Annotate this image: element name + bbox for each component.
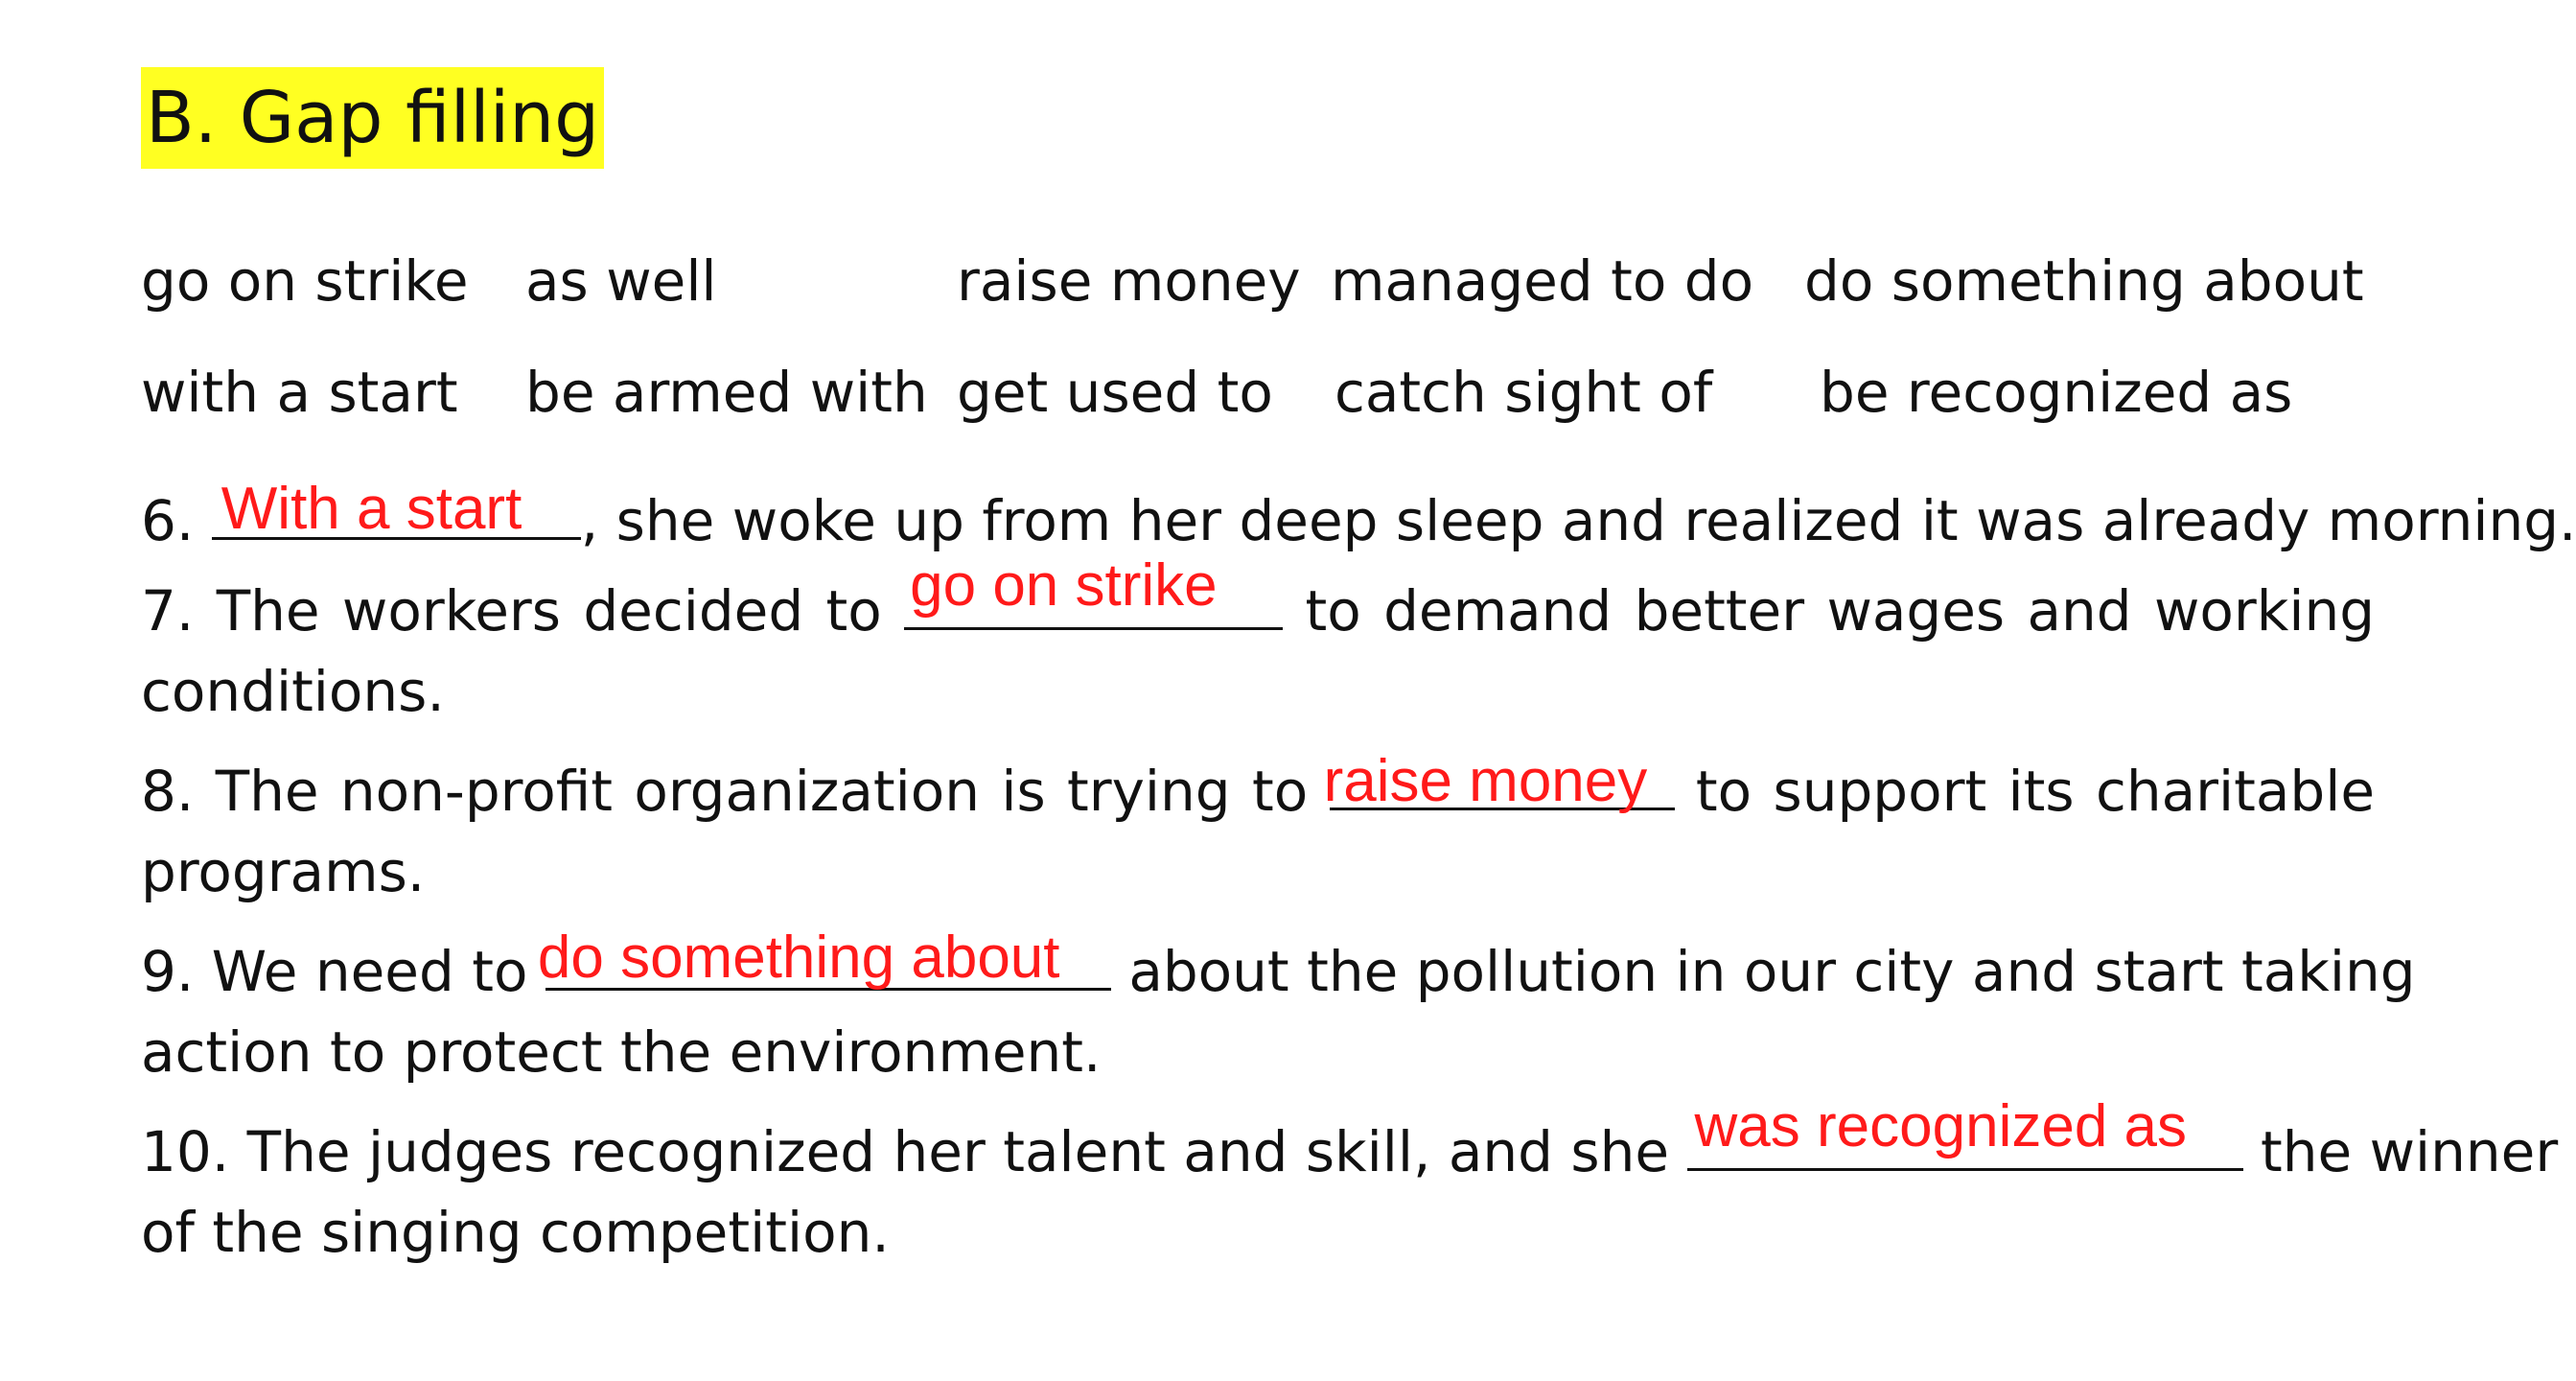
word-bank-item: managed to do (1331, 248, 1754, 314)
sentence-9 (141, 925, 2416, 1005)
sentence-9-continued: action to protect the environment. (141, 1019, 1102, 1085)
answer-blank[interactable] (1687, 1093, 2243, 1171)
sentence-10-continued: of the singing competition. (141, 1200, 890, 1265)
sentence-10 (141, 1093, 2559, 1185)
slide-title: B. Gap filling (141, 67, 604, 169)
word-bank-item: do something about (1804, 248, 2364, 314)
word-bank-item: be armed with (525, 360, 928, 425)
sentence-7 (141, 552, 2376, 644)
word-bank-item: with a start (141, 360, 458, 425)
word-bank-item: as well (525, 248, 717, 314)
answer-blank[interactable] (1323, 748, 1675, 814)
sentence-number: 6. (141, 488, 195, 553)
answer-text: With a start (220, 476, 522, 542)
sentence-text: to demand better wages and working (1305, 578, 2376, 644)
word-bank-item: catch sight of (1334, 360, 1713, 425)
answer-blank[interactable] (904, 552, 1283, 630)
sentence-8-continued: programs. (141, 839, 426, 904)
sentence-text: to support its charitable (1695, 759, 2376, 824)
answer-blank[interactable] (537, 925, 1111, 991)
sentence-8 (141, 748, 2375, 825)
word-bank-item: go on strike (141, 248, 469, 314)
sentence-text: 8. The non-profit organization is trying to (141, 759, 1309, 824)
answer-text: do something about (537, 925, 1060, 991)
answer-blank[interactable] (212, 478, 581, 540)
sentence-7-continued: conditions. (141, 659, 445, 724)
answer-text: raise money (1323, 748, 1648, 814)
answer-text: was recognized as (1694, 1093, 2188, 1159)
sentence-text: the winner (2260, 1119, 2559, 1184)
sentence-6 (141, 478, 2576, 554)
sentence-text: 10. The judges recognized her talent and skill, and she (141, 1119, 1670, 1184)
sentence-text: 9. We need to (141, 939, 528, 1004)
sentence-text: , she woke up from her deep sleep and realized it was already morning. (580, 488, 2576, 553)
word-bank-item: raise money (957, 248, 1301, 314)
sentence-text: about the pollution in our city and start taking (1128, 939, 2416, 1004)
word-bank-item: get used to (957, 360, 1273, 425)
answer-text: go on strike (910, 552, 1218, 619)
sentence-text: 7. The workers decided to (141, 578, 882, 644)
word-bank-item: be recognized as (1820, 360, 2293, 425)
